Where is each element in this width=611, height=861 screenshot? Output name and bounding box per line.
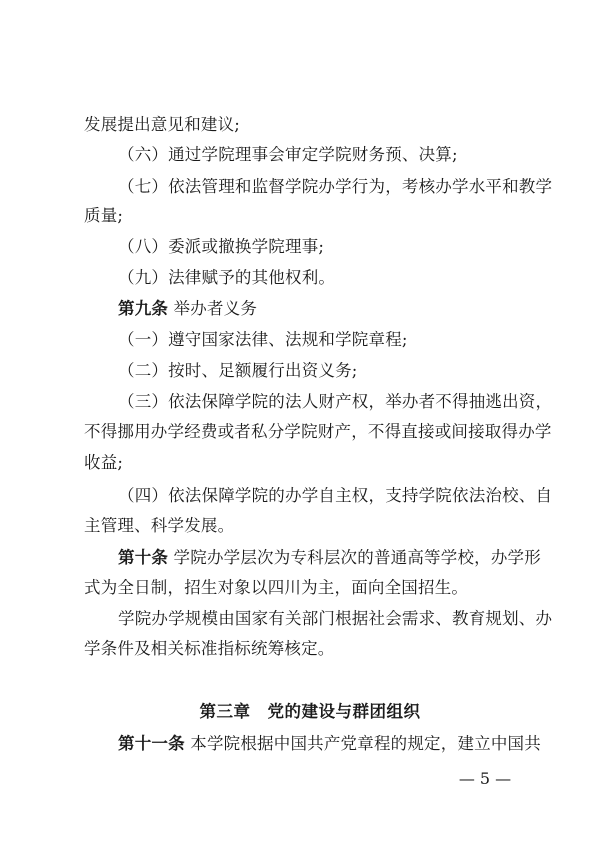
- text-line: （八）委派或撤换学院理事;: [118, 237, 325, 256]
- article-label: 第九条: [118, 299, 169, 318]
- text-line: 收益;: [84, 453, 124, 472]
- text-line: （一）遵守国家法律、法规和学院章程;: [118, 330, 408, 349]
- page-number: — 5 —: [458, 769, 512, 788]
- text-line: 发展提出意见和建议;: [84, 115, 241, 134]
- text-line: （二）按时、足额履行出资义务;: [118, 361, 358, 380]
- article-label: 第十条: [118, 548, 169, 567]
- article-line: 第十条 学院办学层次为专科层次的普通高等学校，办学形: [118, 548, 541, 567]
- text-line: （四）依法保障学院的办学自主权，支持学院依法治校、自: [118, 486, 553, 505]
- text-line: 不得挪用办学经费或者私分学院财产，不得直接或间接取得办学: [84, 422, 552, 441]
- article-line: 第十一条 本学院根据中国共产党章程的规定，建立中国共: [118, 734, 541, 753]
- text-line: 质量;: [84, 206, 124, 225]
- text-line: 式为全日制，招生对象以四川为主，面向全国招生。: [84, 578, 469, 597]
- text-line: （九）法律赋予的其他权利。: [118, 268, 336, 287]
- text-line: 学院办学规模由国家有关部门根据社会需求、教育规划、办: [118, 609, 553, 628]
- text-line: 主管理、科学发展。: [84, 516, 235, 535]
- article-label: 第十一条: [118, 734, 185, 753]
- chapter-heading: 第三章 党的建设与群团组织: [199, 702, 421, 721]
- text-line: （七）依法管理和监督学院办学行为，考核办学水平和教学: [118, 177, 553, 196]
- text-line: （三）依法保障学院的法人财产权，举办者不得抽逃出资，: [118, 392, 553, 411]
- text-line: 学条件及相关标准指标统筹核定。: [84, 639, 335, 658]
- article-line: 第九条 举办者义务: [118, 299, 258, 318]
- text-line: （六）通过学院理事会审定学院财务预、决算;: [118, 145, 458, 164]
